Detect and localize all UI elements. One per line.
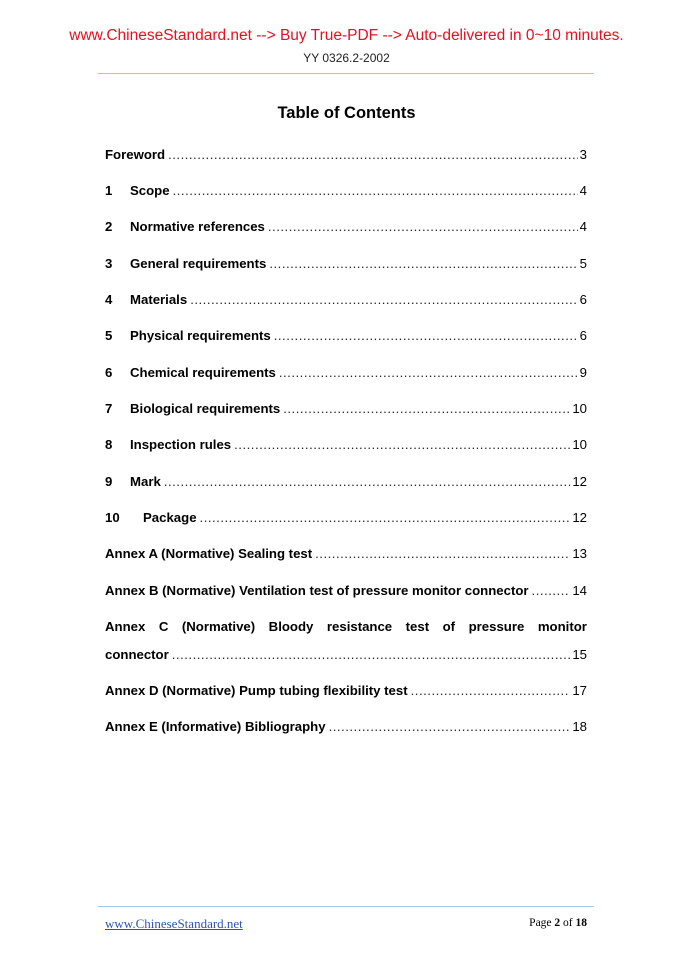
toc-leader xyxy=(190,292,577,307)
toc-page: 14 xyxy=(572,583,587,598)
toc-entry-annex-c-line1[interactable] xyxy=(105,619,587,634)
toc-label-word: (Normative) xyxy=(181,619,256,634)
toc-label-word: Bloody xyxy=(268,619,314,634)
toc-label-word: test xyxy=(405,619,430,634)
toc-label-word: monitor xyxy=(537,619,587,634)
toc-label: Physical requirements xyxy=(130,328,271,343)
toc-label: Materials xyxy=(130,292,188,307)
toc-number: 8 xyxy=(105,437,113,452)
toc-page: 10 xyxy=(572,401,587,416)
toc-page: 6 xyxy=(579,328,587,343)
toc-leader xyxy=(168,147,578,162)
toc-page: 18 xyxy=(572,719,587,734)
toc-number: 3 xyxy=(105,256,113,271)
toc-number: 2 xyxy=(105,219,113,234)
toc-entry-annex-a[interactable] xyxy=(105,546,587,561)
toc-label: General requirements xyxy=(130,256,267,271)
toc-number: 4 xyxy=(105,292,113,307)
toc-leader xyxy=(173,183,578,198)
toc-entry-normative-references[interactable] xyxy=(105,219,587,234)
toc-entry-scope[interactable] xyxy=(105,183,587,198)
page-total: 18 xyxy=(575,917,587,929)
toc-label: Annex E (Informative) Bibliography xyxy=(105,719,326,734)
toc-leader xyxy=(274,328,578,343)
toc-entry-annex-e[interactable] xyxy=(105,719,587,734)
toc-label-word: Annex xyxy=(105,619,146,634)
toc-leader xyxy=(164,474,571,489)
page-current: 2 xyxy=(554,917,561,929)
toc-entry-package[interactable] xyxy=(105,510,587,525)
toc-page: 4 xyxy=(579,219,587,234)
toc-label: Chemical requirements xyxy=(130,365,276,380)
toc-page: 15 xyxy=(572,647,587,662)
toc-entry-chemical-requirements[interactable] xyxy=(105,365,587,380)
toc-entry-physical-requirements[interactable] xyxy=(105,328,587,343)
toc-leader xyxy=(172,647,571,662)
toc-label: Package xyxy=(143,510,197,525)
toc-label: Biological requirements xyxy=(130,401,281,416)
toc-leader xyxy=(234,437,570,452)
page-of: of xyxy=(563,917,573,929)
toc-number: 1 xyxy=(105,183,113,198)
toc-page: 9 xyxy=(579,365,587,380)
page-title: Table of Contents xyxy=(277,104,416,122)
toc-entry-inspection-rules[interactable] xyxy=(105,437,587,452)
toc-page: 10 xyxy=(572,437,587,452)
toc-leader xyxy=(532,583,571,598)
header-divider xyxy=(98,73,594,74)
toc-number: 5 xyxy=(105,328,113,343)
toc-leader xyxy=(315,546,570,561)
page-prefix: Page xyxy=(529,917,552,929)
toc-page: 5 xyxy=(579,256,587,271)
toc-number: 7 xyxy=(105,401,113,416)
toc-page: 12 xyxy=(572,510,587,525)
toc-entry-biological-requirements[interactable] xyxy=(105,401,587,416)
toc-label: Foreword xyxy=(105,147,166,162)
toc-label-word: of xyxy=(442,619,456,634)
toc-label: Normative references xyxy=(130,219,265,234)
top-banner: www.ChineseStandard.net --> Buy True-PDF --> Auto-delivered in 0~10 minutes. xyxy=(69,27,624,44)
toc-number: 9 xyxy=(105,474,113,489)
toc-label: Annex D (Normative) Pump tubing flexibility test xyxy=(105,683,408,698)
standard-number: YY 0326.2-2002 xyxy=(303,51,390,65)
toc-number: 10 xyxy=(105,510,120,525)
toc-leader xyxy=(329,719,571,734)
toc-page: 12 xyxy=(572,474,587,489)
toc-entry-annex-c-line2[interactable] xyxy=(105,647,587,662)
toc-number: 6 xyxy=(105,365,113,380)
toc-entry-general-requirements[interactable] xyxy=(105,256,587,271)
footer-site-link[interactable]: www.ChineseStandard.net xyxy=(105,916,243,931)
footer-divider xyxy=(98,906,594,907)
toc-entry-mark[interactable] xyxy=(105,474,587,489)
toc-label: Annex A (Normative) Sealing test xyxy=(105,546,313,561)
toc-label-word: resistance xyxy=(326,619,393,634)
toc-entry-annex-b[interactable] xyxy=(105,583,587,598)
toc-label-continued: connector xyxy=(105,647,169,662)
toc-entry-annex-d[interactable] xyxy=(105,683,587,698)
toc-page: 4 xyxy=(579,183,587,198)
toc-leader xyxy=(283,401,570,416)
toc-entry-foreword[interactable] xyxy=(105,147,587,162)
toc-label: Scope xyxy=(130,183,170,198)
toc-leader xyxy=(269,256,577,271)
toc-leader xyxy=(279,365,578,380)
toc-page: 13 xyxy=(572,546,587,561)
page-number xyxy=(487,917,587,929)
toc-leader xyxy=(411,683,571,698)
toc-leader xyxy=(200,510,571,525)
toc-label: Inspection rules xyxy=(130,437,232,452)
toc-page: 3 xyxy=(579,147,587,162)
toc-entry-materials[interactable] xyxy=(105,292,587,307)
toc-page: 17 xyxy=(572,683,587,698)
toc-label-word: C xyxy=(158,619,169,634)
toc-page: 6 xyxy=(579,292,587,307)
toc-label: Annex B (Normative) Ventilation test of pressure monitor connector xyxy=(105,583,529,598)
toc-leader xyxy=(268,219,578,234)
toc-label-word: pressure xyxy=(468,619,525,634)
toc-label: Mark xyxy=(130,474,161,489)
